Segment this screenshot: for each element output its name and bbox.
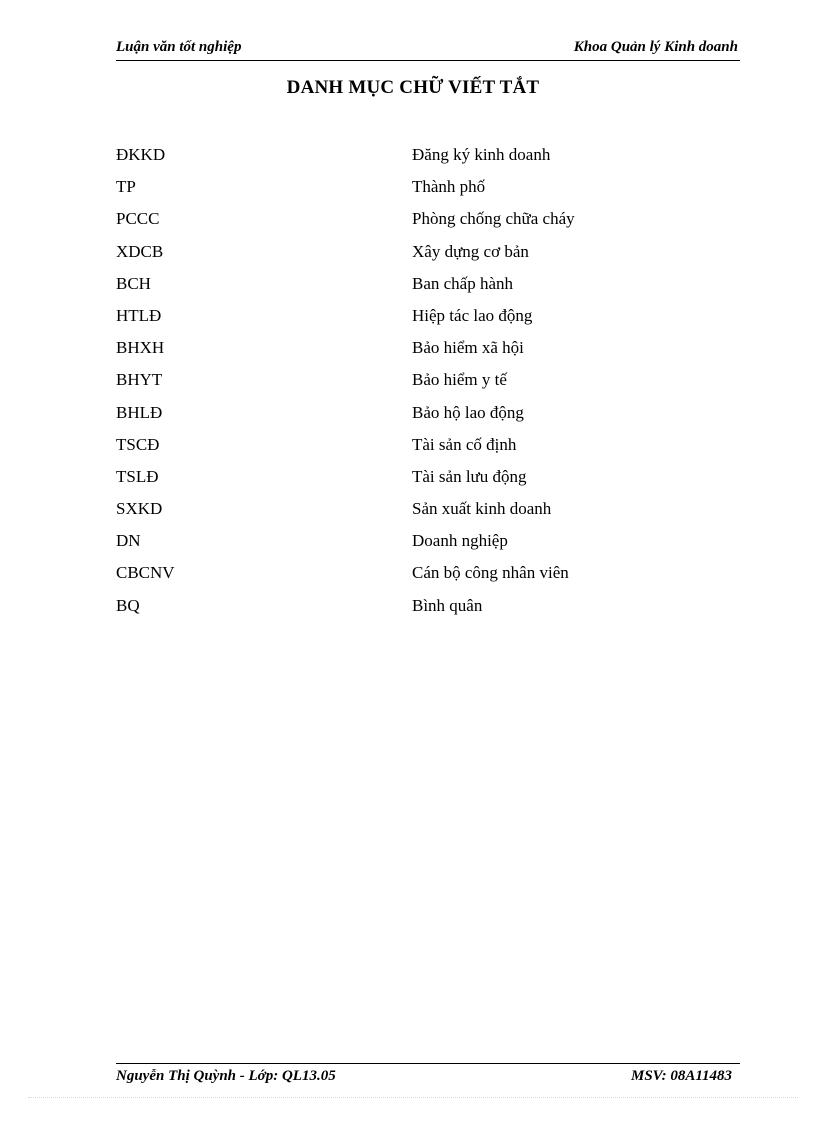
page-header	[116, 38, 740, 61]
abbreviation-code: DN	[116, 531, 141, 551]
abbreviation-meaning: Bảo hộ lao động	[412, 402, 524, 422]
abbreviation-code: PCCC	[116, 209, 160, 229]
abbreviation-code: CBCNV	[116, 563, 175, 583]
abbreviation-row	[116, 596, 736, 628]
header-faculty-label: Khoa Quản lý Kinh doanh	[573, 39, 738, 55]
abbreviation-row	[116, 242, 736, 274]
header-thesis-label: Luận văn tốt nghiệp	[116, 39, 242, 55]
abbreviation-list	[116, 145, 736, 628]
abbreviation-code: BCH	[116, 273, 151, 293]
abbreviation-meaning: Doanh nghiệp	[412, 531, 508, 551]
abbreviation-meaning: Ban chấp hành	[412, 273, 514, 293]
abbreviation-meaning: Sản xuất kinh doanh	[412, 499, 552, 519]
page-bottom-divider	[28, 1097, 798, 1098]
abbreviation-row	[116, 435, 736, 467]
abbreviation-meaning: Bảo hiểm xã hội	[412, 338, 524, 358]
abbreviation-meaning: Bình quân	[412, 595, 483, 615]
page-footer	[116, 1063, 740, 1088]
footer-author-class: Nguyễn Thị Quỳnh - Lớp: QL13.05	[116, 1068, 336, 1084]
footer-student-id: MSV: 08A11483	[631, 1068, 732, 1084]
abbreviation-row	[116, 403, 736, 435]
abbreviation-row	[116, 370, 736, 402]
abbreviation-code: BQ	[116, 595, 140, 615]
abbreviation-code: TSLĐ	[116, 466, 159, 486]
abbreviation-row	[116, 306, 736, 338]
abbreviation-row	[116, 467, 736, 499]
abbreviation-row	[116, 563, 736, 595]
abbreviation-code: BHLĐ	[116, 402, 163, 422]
abbreviation-row	[116, 338, 736, 370]
abbreviation-row	[116, 499, 736, 531]
abbreviation-code: TP	[116, 177, 136, 197]
page-title: DANH MỤC CHỮ VIẾT TẮT	[286, 77, 540, 98]
abbreviation-code: HTLĐ	[116, 305, 162, 325]
abbreviation-code: BHYT	[116, 370, 163, 390]
abbreviation-meaning: Thành phố	[412, 177, 486, 197]
abbreviation-meaning: Xây dựng cơ bản	[412, 241, 529, 261]
abbreviation-meaning: Phòng chống chữa cháy	[412, 209, 575, 229]
abbreviation-code: ĐKKD	[116, 145, 166, 164]
abbreviation-meaning: Hiệp tác lao động	[412, 305, 533, 325]
abbreviation-meaning: Tài sản cố định	[412, 434, 517, 454]
abbreviation-code: TSCĐ	[116, 434, 160, 454]
abbreviation-code: BHXH	[116, 338, 165, 358]
abbreviation-row	[116, 274, 736, 306]
abbreviation-meaning: Tài sản lưu động	[412, 466, 527, 486]
abbreviation-code: XDCB	[116, 241, 164, 261]
abbreviation-meaning: Bảo hiểm y tế	[412, 370, 507, 390]
abbreviation-row	[116, 209, 736, 241]
abbreviation-code: SXKD	[116, 499, 163, 519]
abbreviation-row	[116, 531, 736, 563]
abbreviation-row	[116, 145, 736, 177]
abbreviation-meaning: Đăng ký kinh doanh	[412, 145, 551, 164]
abbreviation-meaning: Cán bộ công nhân viên	[412, 563, 569, 583]
abbreviation-row	[116, 177, 736, 209]
